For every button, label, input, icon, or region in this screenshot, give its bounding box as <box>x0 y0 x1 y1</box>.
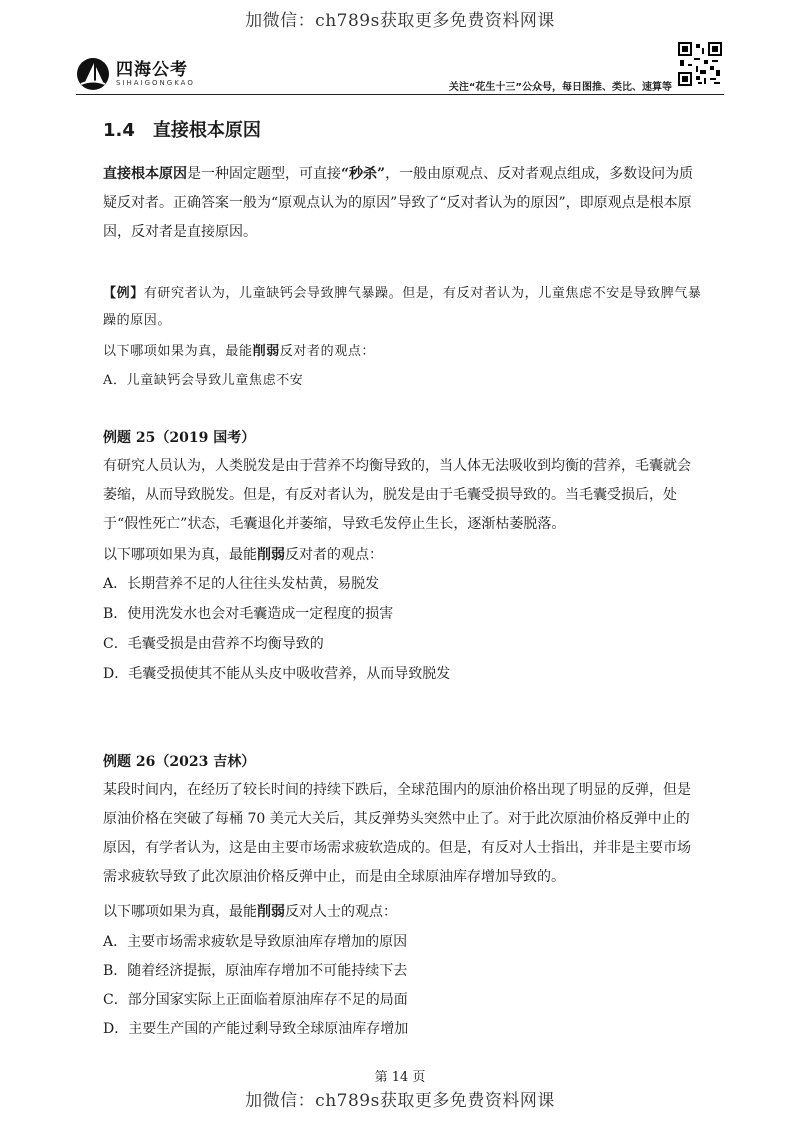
watermark-top: 加微信：ch789s获取更多免费资料网课 <box>245 11 555 31</box>
section-title: 直接根本原因 <box>152 120 261 141</box>
logo-name-en: SIHAIGONGKAO <box>116 78 195 87</box>
q26-title: 例题 26（2023 吉林） <box>103 754 256 770</box>
section-heading <box>103 116 261 142</box>
sail-logo-icon <box>76 57 110 91</box>
q25-title: 例题 25（2019 国考） <box>103 430 256 446</box>
q25-option-d: D．毛囊受损使其不能从头皮中吸收营养，从而导致脱发 <box>103 666 451 682</box>
page-number: 第 14 页 <box>374 1070 426 1085</box>
q25-option-b: B．使用洗发水也会对毛囊造成一定程度的损害 <box>103 606 394 622</box>
q26-option-b: B．随着经济提振，原油库存增加不可能持续下去 <box>103 963 408 979</box>
q26-option-c: C．部分国家实际上正面临着原油库存不足的局面 <box>103 992 408 1008</box>
q25-stem: 有研究人员认为，人类脱发是由于营养不均衡导致的，当人体无法吸收到均衡的营养，毛囊就会萎缩，从而导致脱发。但是，有反对者认为，脱发是由于毛囊受损导致的。当毛囊受损后，处于“假性死亡”状态，毛囊退化并萎缩，导致毛发停止生长，逐渐枯萎脱落。 <box>103 458 691 532</box>
q26-question: 以下哪项如果为真，最能削弱反对人士的观点： <box>103 904 397 920</box>
q26-stem: 某段时间内，在经历了较长时间的持续下跌后，全球范围内的原油价格出现了明显的反弹，但是原油价格在突破了每桶 70 美元大关后，其反弹势头突然中止了。对于此次原油价格反弹中止的原因，有学者认为，这是由主要市场需求疲软造成的。但是，有反对人士指出，并非是主要市场需求疲软导致了此次原油价格反弹中止，而是由全球原油库存增加导致的。 <box>103 782 691 885</box>
q25-option-c: C．毛囊受损是由营养不均衡导致的 <box>103 636 324 652</box>
example-text: 【例】有研究者认为，儿童缺钙会导致脾气暴躁。但是，有反对者认为，儿童焦虑不安是导致脾气暴躁的原因。 <box>103 286 702 328</box>
q25-question: 以下哪项如果为真，最能削弱反对者的观点： <box>103 547 383 563</box>
header-slogan: 关注“花生十三”公众号，每日图推、类比、速算等 <box>448 82 672 93</box>
logo-name-cn: 四海公考 <box>116 59 188 80</box>
q25-option-a: A．长期营养不足的人往往头发枯黄，易脱发 <box>103 576 380 592</box>
example-option: A．儿童缺钙会导致儿童焦虑不安 <box>103 373 304 388</box>
brand-logo <box>76 56 195 92</box>
header-divider <box>76 94 724 95</box>
q26-option-d: D．主要生产国的产能过剩导致全球原油库存增加 <box>103 1021 409 1037</box>
example-question: 以下哪项如果为真，最能削弱反对者的观点： <box>103 344 376 359</box>
q26-option-a: A．主要市场需求疲软是导致原油库存增加的原因 <box>103 934 408 950</box>
qr-code-icon <box>678 42 722 86</box>
intro-lead: 直接根本原因 <box>103 166 187 182</box>
section-number: 1.4 <box>103 120 135 141</box>
watermark-bottom: 加微信：ch789s获取更多免费资料网课 <box>245 1091 555 1111</box>
intro-paragraph: 直接根本原因是一种固定题型，可直接“秒杀”，一般由原观点、反对者观点组成，多数设问为质疑反对者。正确答案一般为“原观点认为的原因”导致了“反对者认为的原因”，即原观点是根本原因，反对者是直接原因。 <box>103 166 694 240</box>
example-tag: 【例】 <box>103 286 144 301</box>
